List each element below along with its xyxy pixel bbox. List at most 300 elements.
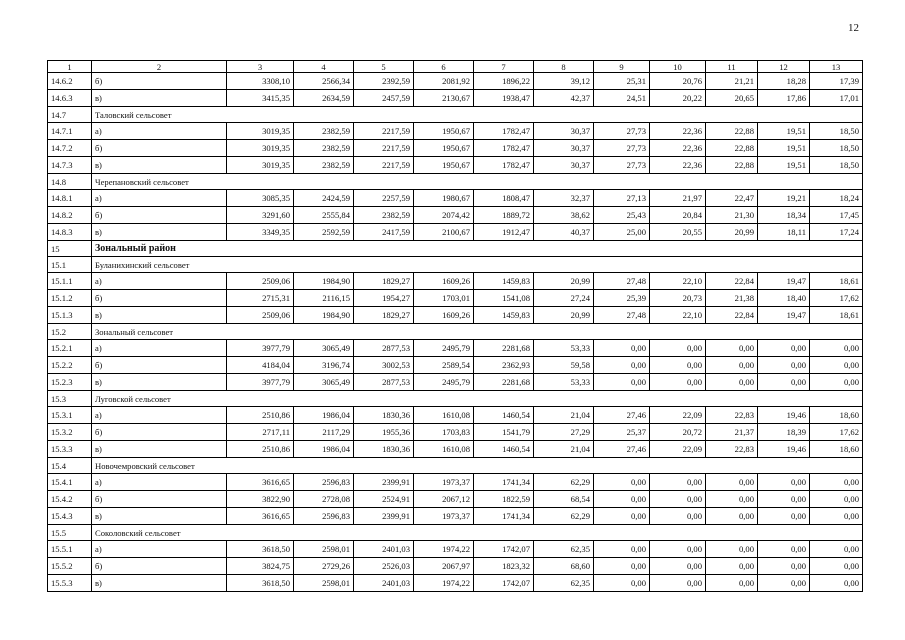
column-header: 3 bbox=[227, 61, 294, 73]
value-cell: 2510,86 bbox=[227, 407, 294, 424]
value-cell: 0,00 bbox=[810, 575, 863, 592]
section-row bbox=[48, 241, 863, 257]
table-row bbox=[48, 340, 863, 357]
value-cell: 1954,27 bbox=[354, 290, 414, 307]
row-code: 15 bbox=[48, 241, 92, 257]
row-code: 15.2.2 bbox=[48, 357, 92, 374]
value-cell: 1609,26 bbox=[414, 307, 474, 324]
table-row bbox=[48, 273, 863, 290]
table-row bbox=[48, 558, 863, 575]
value-cell: 0,00 bbox=[758, 541, 810, 558]
value-cell: 2589,54 bbox=[414, 357, 474, 374]
value-cell: 3977,79 bbox=[227, 340, 294, 357]
row-subitem: б) bbox=[92, 207, 227, 224]
table-row bbox=[48, 157, 863, 174]
value-cell: 2495,79 bbox=[414, 374, 474, 391]
value-cell: 20,99 bbox=[534, 273, 594, 290]
value-cell: 1741,34 bbox=[474, 508, 534, 525]
row-code: 14.8 bbox=[48, 174, 92, 190]
group-row bbox=[48, 257, 863, 273]
value-cell: 17,62 bbox=[810, 424, 863, 441]
row-code: 15.5.2 bbox=[48, 558, 92, 575]
value-cell: 19,51 bbox=[758, 140, 810, 157]
row-subitem: а) bbox=[92, 541, 227, 558]
group-row bbox=[48, 324, 863, 340]
value-cell: 27,46 bbox=[594, 407, 650, 424]
table-row bbox=[48, 140, 863, 157]
value-cell: 2257,59 bbox=[354, 190, 414, 207]
value-cell: 27,46 bbox=[594, 441, 650, 458]
value-cell: 59,58 bbox=[534, 357, 594, 374]
value-cell: 1610,08 bbox=[414, 441, 474, 458]
value-cell: 53,33 bbox=[534, 374, 594, 391]
value-cell: 0,00 bbox=[758, 357, 810, 374]
value-cell: 1889,72 bbox=[474, 207, 534, 224]
row-subitem: б) bbox=[92, 357, 227, 374]
value-cell: 3824,75 bbox=[227, 558, 294, 575]
value-cell: 2382,59 bbox=[294, 140, 354, 157]
value-cell: 1938,47 bbox=[474, 90, 534, 107]
value-cell: 0,00 bbox=[758, 374, 810, 391]
value-cell: 22,10 bbox=[650, 273, 706, 290]
row-code: 15.1.2 bbox=[48, 290, 92, 307]
group-row bbox=[48, 458, 863, 474]
value-cell: 18,50 bbox=[810, 123, 863, 140]
value-cell: 0,00 bbox=[758, 474, 810, 491]
value-cell: 2566,34 bbox=[294, 73, 354, 90]
value-cell: 0,00 bbox=[706, 508, 758, 525]
column-header: 4 bbox=[294, 61, 354, 73]
row-subitem: в) bbox=[92, 157, 227, 174]
value-cell: 0,00 bbox=[594, 575, 650, 592]
value-cell: 27,73 bbox=[594, 123, 650, 140]
value-cell: 22,83 bbox=[706, 441, 758, 458]
tariff-table bbox=[47, 60, 863, 592]
value-cell: 2509,06 bbox=[227, 307, 294, 324]
value-cell: 1984,90 bbox=[294, 307, 354, 324]
row-code: 15.4.3 bbox=[48, 508, 92, 525]
row-subitem: б) bbox=[92, 424, 227, 441]
value-cell: 25,43 bbox=[594, 207, 650, 224]
row-subitem: в) bbox=[92, 575, 227, 592]
value-cell: 17,24 bbox=[810, 224, 863, 241]
column-header: 11 bbox=[706, 61, 758, 73]
value-cell: 17,62 bbox=[810, 290, 863, 307]
value-cell: 0,00 bbox=[650, 374, 706, 391]
table-row bbox=[48, 508, 863, 525]
value-cell: 2555,84 bbox=[294, 207, 354, 224]
value-cell: 3196,74 bbox=[294, 357, 354, 374]
row-subitem: б) bbox=[92, 558, 227, 575]
value-cell: 24,51 bbox=[594, 90, 650, 107]
value-cell: 2281,68 bbox=[474, 340, 534, 357]
group-row bbox=[48, 107, 863, 123]
value-cell: 62,29 bbox=[534, 474, 594, 491]
value-cell: 2457,59 bbox=[354, 90, 414, 107]
value-cell: 2509,06 bbox=[227, 273, 294, 290]
value-cell: 1609,26 bbox=[414, 273, 474, 290]
value-cell: 27,73 bbox=[594, 140, 650, 157]
value-cell: 0,00 bbox=[650, 474, 706, 491]
value-cell: 1950,67 bbox=[414, 123, 474, 140]
value-cell: 17,01 bbox=[810, 90, 863, 107]
value-cell: 1986,04 bbox=[294, 407, 354, 424]
table-row bbox=[48, 123, 863, 140]
column-header: 1 bbox=[48, 61, 92, 73]
column-header: 6 bbox=[414, 61, 474, 73]
value-cell: 2877,53 bbox=[354, 340, 414, 357]
value-cell: 25,39 bbox=[594, 290, 650, 307]
value-cell: 0,00 bbox=[810, 374, 863, 391]
row-code: 14.8.3 bbox=[48, 224, 92, 241]
value-cell: 18,50 bbox=[810, 140, 863, 157]
row-subitem: в) bbox=[92, 224, 227, 241]
value-cell: 2524,91 bbox=[354, 491, 414, 508]
row-subitem: в) bbox=[92, 441, 227, 458]
value-cell: 2424,59 bbox=[294, 190, 354, 207]
value-cell: 0,00 bbox=[706, 541, 758, 558]
value-cell: 0,00 bbox=[810, 541, 863, 558]
value-cell: 2596,83 bbox=[294, 508, 354, 525]
table-row bbox=[48, 474, 863, 491]
row-subitem: а) bbox=[92, 190, 227, 207]
value-cell: 2067,97 bbox=[414, 558, 474, 575]
row-code: 15.3 bbox=[48, 391, 92, 407]
value-cell: 2067,12 bbox=[414, 491, 474, 508]
value-cell: 2217,59 bbox=[354, 140, 414, 157]
value-cell: 0,00 bbox=[594, 340, 650, 357]
value-cell: 2417,59 bbox=[354, 224, 414, 241]
row-subitem: в) bbox=[92, 508, 227, 525]
value-cell: 2401,03 bbox=[354, 541, 414, 558]
value-cell: 0,00 bbox=[594, 558, 650, 575]
value-cell: 2715,31 bbox=[227, 290, 294, 307]
value-cell: 22,84 bbox=[706, 273, 758, 290]
group-title: Таловский сельсовет bbox=[92, 107, 863, 123]
value-cell: 1830,36 bbox=[354, 407, 414, 424]
value-cell: 18,50 bbox=[810, 157, 863, 174]
value-cell: 4184,04 bbox=[227, 357, 294, 374]
value-cell: 21,97 bbox=[650, 190, 706, 207]
value-cell: 1782,47 bbox=[474, 123, 534, 140]
value-cell: 1823,32 bbox=[474, 558, 534, 575]
value-cell: 62,35 bbox=[534, 575, 594, 592]
value-cell: 0,00 bbox=[758, 558, 810, 575]
value-cell: 32,37 bbox=[534, 190, 594, 207]
value-cell: 62,35 bbox=[534, 541, 594, 558]
value-cell: 2399,91 bbox=[354, 474, 414, 491]
value-cell: 2495,79 bbox=[414, 340, 474, 357]
value-cell: 2217,59 bbox=[354, 157, 414, 174]
value-cell: 3019,35 bbox=[227, 123, 294, 140]
row-code: 15.3.3 bbox=[48, 441, 92, 458]
value-cell: 1973,37 bbox=[414, 508, 474, 525]
row-code: 15.5.3 bbox=[48, 575, 92, 592]
value-cell: 2392,59 bbox=[354, 73, 414, 90]
row-subitem: б) bbox=[92, 491, 227, 508]
value-cell: 25,37 bbox=[594, 424, 650, 441]
value-cell: 20,76 bbox=[650, 73, 706, 90]
value-cell: 20,55 bbox=[650, 224, 706, 241]
group-title: Луговской сельсовет bbox=[92, 391, 863, 407]
value-cell: 30,37 bbox=[534, 123, 594, 140]
column-header: 9 bbox=[594, 61, 650, 73]
row-code: 15.5.1 bbox=[48, 541, 92, 558]
table-row bbox=[48, 491, 863, 508]
value-cell: 1703,01 bbox=[414, 290, 474, 307]
table-row bbox=[48, 374, 863, 391]
value-cell: 27,48 bbox=[594, 307, 650, 324]
value-cell: 1742,07 bbox=[474, 541, 534, 558]
row-code: 14.8.2 bbox=[48, 207, 92, 224]
row-code: 14.7 bbox=[48, 107, 92, 123]
row-code: 15.5 bbox=[48, 525, 92, 541]
row-code: 14.7.3 bbox=[48, 157, 92, 174]
value-cell: 3019,35 bbox=[227, 140, 294, 157]
column-header: 12 bbox=[758, 61, 810, 73]
row-code: 15.3.1 bbox=[48, 407, 92, 424]
value-cell: 3019,35 bbox=[227, 157, 294, 174]
value-cell: 1830,36 bbox=[354, 441, 414, 458]
value-cell: 22,83 bbox=[706, 407, 758, 424]
value-cell: 22,36 bbox=[650, 157, 706, 174]
value-cell: 0,00 bbox=[650, 541, 706, 558]
value-cell: 2598,01 bbox=[294, 575, 354, 592]
value-cell: 19,51 bbox=[758, 123, 810, 140]
row-code: 14.7.2 bbox=[48, 140, 92, 157]
value-cell: 20,65 bbox=[706, 90, 758, 107]
value-cell: 1980,67 bbox=[414, 190, 474, 207]
column-header: 7 bbox=[474, 61, 534, 73]
value-cell: 18,60 bbox=[810, 441, 863, 458]
group-title: Зональный сельсовет bbox=[92, 324, 863, 340]
row-subitem: б) bbox=[92, 290, 227, 307]
value-cell: 1950,67 bbox=[414, 157, 474, 174]
value-cell: 1782,47 bbox=[474, 140, 534, 157]
value-cell: 1460,54 bbox=[474, 441, 534, 458]
value-cell: 1610,08 bbox=[414, 407, 474, 424]
value-cell: 0,00 bbox=[594, 508, 650, 525]
value-cell: 2399,91 bbox=[354, 508, 414, 525]
value-cell: 0,00 bbox=[810, 558, 863, 575]
table-row bbox=[48, 307, 863, 324]
value-cell: 1459,83 bbox=[474, 307, 534, 324]
value-cell: 19,46 bbox=[758, 407, 810, 424]
group-row bbox=[48, 525, 863, 541]
value-cell: 0,00 bbox=[706, 558, 758, 575]
value-cell: 0,00 bbox=[594, 374, 650, 391]
value-cell: 3002,53 bbox=[354, 357, 414, 374]
value-cell: 17,86 bbox=[758, 90, 810, 107]
value-cell: 2401,03 bbox=[354, 575, 414, 592]
row-subitem: б) bbox=[92, 73, 227, 90]
value-cell: 2526,03 bbox=[354, 558, 414, 575]
value-cell: 2598,01 bbox=[294, 541, 354, 558]
column-header: 8 bbox=[534, 61, 594, 73]
value-cell: 22,88 bbox=[706, 157, 758, 174]
group-row bbox=[48, 174, 863, 190]
value-cell: 3349,35 bbox=[227, 224, 294, 241]
value-cell: 0,00 bbox=[650, 491, 706, 508]
value-cell: 20,99 bbox=[706, 224, 758, 241]
table-row bbox=[48, 541, 863, 558]
value-cell: 0,00 bbox=[758, 491, 810, 508]
table-row bbox=[48, 407, 863, 424]
row-code: 15.3.2 bbox=[48, 424, 92, 441]
value-cell: 20,73 bbox=[650, 290, 706, 307]
value-cell: 1460,54 bbox=[474, 407, 534, 424]
table-row bbox=[48, 224, 863, 241]
value-cell: 30,37 bbox=[534, 157, 594, 174]
value-cell: 3308,10 bbox=[227, 73, 294, 90]
row-subitem: в) bbox=[92, 90, 227, 107]
table-row bbox=[48, 290, 863, 307]
value-cell: 20,99 bbox=[534, 307, 594, 324]
value-cell: 18,60 bbox=[810, 407, 863, 424]
value-cell: 38,62 bbox=[534, 207, 594, 224]
value-cell: 21,30 bbox=[706, 207, 758, 224]
row-subitem: а) bbox=[92, 123, 227, 140]
value-cell: 20,84 bbox=[650, 207, 706, 224]
value-cell: 1742,07 bbox=[474, 575, 534, 592]
table-row bbox=[48, 90, 863, 107]
value-cell: 3065,49 bbox=[294, 340, 354, 357]
value-cell: 40,37 bbox=[534, 224, 594, 241]
value-cell: 21,04 bbox=[534, 407, 594, 424]
value-cell: 18,11 bbox=[758, 224, 810, 241]
value-cell: 1541,79 bbox=[474, 424, 534, 441]
section-title: Зональный район bbox=[92, 241, 863, 257]
value-cell: 22,09 bbox=[650, 407, 706, 424]
value-cell: 22,09 bbox=[650, 441, 706, 458]
value-cell: 0,00 bbox=[706, 357, 758, 374]
group-title: Черепановский сельсовет bbox=[92, 174, 863, 190]
value-cell: 1808,47 bbox=[474, 190, 534, 207]
value-cell: 1782,47 bbox=[474, 157, 534, 174]
value-cell: 2117,29 bbox=[294, 424, 354, 441]
value-cell: 3085,35 bbox=[227, 190, 294, 207]
value-cell: 21,04 bbox=[534, 441, 594, 458]
value-cell: 2081,92 bbox=[414, 73, 474, 90]
value-cell: 27,73 bbox=[594, 157, 650, 174]
value-cell: 0,00 bbox=[650, 357, 706, 374]
table-row bbox=[48, 357, 863, 374]
value-cell: 1829,27 bbox=[354, 307, 414, 324]
row-code: 15.2.1 bbox=[48, 340, 92, 357]
row-subitem: а) bbox=[92, 474, 227, 491]
value-cell: 0,00 bbox=[650, 340, 706, 357]
value-cell: 18,24 bbox=[810, 190, 863, 207]
value-cell: 0,00 bbox=[758, 340, 810, 357]
column-header: 2 bbox=[92, 61, 227, 73]
row-subitem: в) bbox=[92, 307, 227, 324]
value-cell: 18,61 bbox=[810, 273, 863, 290]
value-cell: 0,00 bbox=[650, 508, 706, 525]
value-cell: 0,00 bbox=[758, 575, 810, 592]
value-cell: 19,47 bbox=[758, 307, 810, 324]
value-cell: 18,40 bbox=[758, 290, 810, 307]
value-cell: 62,29 bbox=[534, 508, 594, 525]
value-cell: 22,84 bbox=[706, 307, 758, 324]
row-code: 15.2.3 bbox=[48, 374, 92, 391]
value-cell: 2634,59 bbox=[294, 90, 354, 107]
column-header: 5 bbox=[354, 61, 414, 73]
value-cell: 22,36 bbox=[650, 123, 706, 140]
row-code: 15.1.1 bbox=[48, 273, 92, 290]
table-row bbox=[48, 73, 863, 90]
value-cell: 20,72 bbox=[650, 424, 706, 441]
value-cell: 2130,67 bbox=[414, 90, 474, 107]
row-code: 15.4.1 bbox=[48, 474, 92, 491]
value-cell: 20,22 bbox=[650, 90, 706, 107]
value-cell: 3618,50 bbox=[227, 541, 294, 558]
value-cell: 1973,37 bbox=[414, 474, 474, 491]
value-cell: 1986,04 bbox=[294, 441, 354, 458]
value-cell: 0,00 bbox=[810, 491, 863, 508]
value-cell: 2217,59 bbox=[354, 123, 414, 140]
row-code: 15.2 bbox=[48, 324, 92, 340]
value-cell: 19,46 bbox=[758, 441, 810, 458]
value-cell: 0,00 bbox=[810, 340, 863, 357]
value-cell: 0,00 bbox=[810, 474, 863, 491]
value-cell: 2382,59 bbox=[354, 207, 414, 224]
table-row bbox=[48, 190, 863, 207]
value-cell: 0,00 bbox=[594, 357, 650, 374]
value-cell: 0,00 bbox=[810, 508, 863, 525]
value-cell: 27,29 bbox=[534, 424, 594, 441]
value-cell: 2717,11 bbox=[227, 424, 294, 441]
value-cell: 1829,27 bbox=[354, 273, 414, 290]
value-cell: 39,12 bbox=[534, 73, 594, 90]
value-cell: 2592,59 bbox=[294, 224, 354, 241]
value-cell: 2510,86 bbox=[227, 441, 294, 458]
row-subitem: а) bbox=[92, 340, 227, 357]
header-row bbox=[48, 61, 863, 73]
row-code: 15.1.3 bbox=[48, 307, 92, 324]
page-number: 12 bbox=[848, 22, 859, 34]
table-body bbox=[48, 73, 863, 592]
value-cell: 21,37 bbox=[706, 424, 758, 441]
value-cell: 2281,68 bbox=[474, 374, 534, 391]
value-cell: 17,45 bbox=[810, 207, 863, 224]
row-code: 14.6.3 bbox=[48, 90, 92, 107]
value-cell: 2729,26 bbox=[294, 558, 354, 575]
value-cell: 27,24 bbox=[534, 290, 594, 307]
value-cell: 18,28 bbox=[758, 73, 810, 90]
value-cell: 3291,60 bbox=[227, 207, 294, 224]
value-cell: 2382,59 bbox=[294, 157, 354, 174]
value-cell: 3618,50 bbox=[227, 575, 294, 592]
value-cell: 0,00 bbox=[706, 491, 758, 508]
value-cell: 2100,67 bbox=[414, 224, 474, 241]
value-cell: 27,48 bbox=[594, 273, 650, 290]
value-cell: 42,37 bbox=[534, 90, 594, 107]
value-cell: 0,00 bbox=[594, 474, 650, 491]
value-cell: 1974,22 bbox=[414, 541, 474, 558]
row-code: 15.1 bbox=[48, 257, 92, 273]
value-cell: 0,00 bbox=[594, 491, 650, 508]
value-cell: 2596,83 bbox=[294, 474, 354, 491]
value-cell: 3616,65 bbox=[227, 508, 294, 525]
value-cell: 2116,15 bbox=[294, 290, 354, 307]
value-cell: 3977,79 bbox=[227, 374, 294, 391]
value-cell: 27,13 bbox=[594, 190, 650, 207]
table-row bbox=[48, 575, 863, 592]
table-row bbox=[48, 207, 863, 224]
value-cell: 0,00 bbox=[758, 508, 810, 525]
value-cell: 53,33 bbox=[534, 340, 594, 357]
value-cell: 68,54 bbox=[534, 491, 594, 508]
